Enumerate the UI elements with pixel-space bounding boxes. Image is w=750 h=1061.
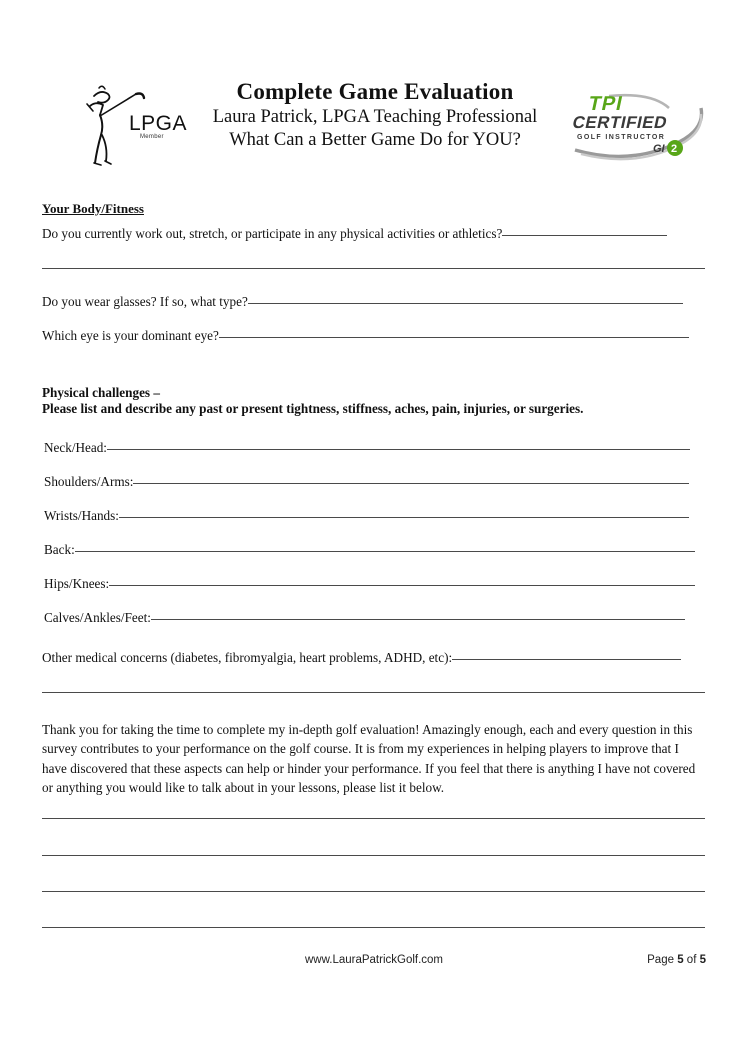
question-workout-label: Do you currently work out, stretch, or participate in any physical activities or athletics? bbox=[42, 226, 503, 241]
field-other-medical-label: Other medical concerns (diabetes, fibromyalgia, heart problems, ADHD, etc): bbox=[42, 650, 453, 665]
body-fitness-heading: Your Body/Fitness bbox=[42, 201, 144, 216]
field-calves-ankles-feet bbox=[44, 610, 708, 626]
closing-blank-line-1[interactable] bbox=[42, 818, 706, 819]
field-shoulders-arms-label: Shoulders/Arms: bbox=[44, 474, 134, 489]
footer-page-total: 5 bbox=[699, 954, 706, 966]
svg-text:TPI: TPI bbox=[586, 93, 626, 115]
closing-blank-line-4[interactable] bbox=[42, 927, 706, 928]
subtitle-author: Laura Patrick, LPGA Teaching Professional bbox=[212, 107, 538, 127]
field-wrists-hands bbox=[44, 508, 708, 524]
question-glasses-label: Do you wear glasses? If so, what type? bbox=[42, 294, 248, 309]
field-neck-head-input[interactable] bbox=[107, 440, 690, 450]
footer-website[interactable]: www.LauraPatrickGolf.com bbox=[304, 954, 444, 966]
svg-text:GOLF INSTRUCTOR: GOLF INSTRUCTOR bbox=[577, 134, 666, 141]
svg-text:GI: GI bbox=[653, 143, 665, 155]
tpi-certified-logo bbox=[565, 84, 705, 162]
title-block bbox=[175, 78, 575, 152]
field-back bbox=[44, 542, 708, 558]
page-title: Complete Game Evaluation bbox=[236, 79, 514, 104]
field-hips-knees-label: Hips/Knees: bbox=[44, 576, 110, 591]
field-other-medical-continuation-rule[interactable] bbox=[42, 692, 706, 693]
closing-paragraph: Thank you for taking the time to complete my in-depth golf evaluation! Amazingly enough, each and every question in this survey contributes to your performance on the golf course. It is from my experiences in helping players to improve that I have discovered that these aspects can help or hinder your performance. If you feel that there is anything I have not covered or anything you would like to talk about in your lessons, please list it below. bbox=[42, 722, 696, 796]
footer-page-number bbox=[647, 954, 706, 966]
field-neck-head bbox=[44, 440, 708, 456]
lpga-wordmark: LPGA bbox=[129, 112, 188, 135]
footer-page-prefix: Page bbox=[647, 954, 678, 966]
field-wrists-hands-input[interactable] bbox=[119, 508, 689, 518]
field-other-medical-input[interactable] bbox=[452, 650, 681, 660]
question-dominant-eye bbox=[42, 328, 706, 344]
question-dominant-eye-label: Which eye is your dominant eye? bbox=[42, 328, 219, 343]
document-header bbox=[0, 78, 750, 178]
svg-text:CERTIFIED: CERTIFIED bbox=[570, 112, 670, 132]
question-dominant-eye-input[interactable] bbox=[219, 328, 689, 338]
field-hips-knees-input[interactable] bbox=[109, 576, 695, 586]
closing-blank-line-2[interactable] bbox=[42, 855, 706, 856]
field-wrists-hands-label: Wrists/Hands: bbox=[44, 508, 119, 523]
footer-page-current: 5 bbox=[677, 954, 684, 966]
question-workout bbox=[42, 226, 706, 242]
field-back-input[interactable] bbox=[75, 542, 695, 552]
field-shoulders-arms-input[interactable] bbox=[133, 474, 689, 484]
physical-challenges-title: Physical challenges – bbox=[42, 385, 160, 400]
document-footer bbox=[42, 954, 706, 974]
field-calves-ankles-feet-input[interactable] bbox=[151, 610, 685, 620]
question-workout-input[interactable] bbox=[502, 226, 667, 236]
question-workout-continuation-rule[interactable] bbox=[42, 268, 706, 269]
tpi-logo-graphic bbox=[565, 84, 705, 162]
closing-blank-line-3[interactable] bbox=[42, 891, 706, 892]
svg-text:2: 2 bbox=[671, 143, 678, 155]
lpga-member-label: Member bbox=[140, 134, 164, 140]
physical-challenges-heading bbox=[42, 385, 706, 417]
question-glasses bbox=[42, 294, 706, 310]
field-other-medical bbox=[42, 650, 706, 666]
closing-paragraph-block bbox=[42, 720, 706, 798]
physical-challenges-instruction: Please list and describe any past or present tightness, stiffness, aches, pain, injuries, or surgeries. bbox=[42, 401, 584, 416]
subtitle-tagline: What Can a Better Game Do for YOU? bbox=[229, 130, 521, 150]
section-body-fitness-heading bbox=[42, 200, 706, 218]
field-shoulders-arms bbox=[44, 474, 708, 490]
field-hips-knees bbox=[44, 576, 708, 592]
field-neck-head-label: Neck/Head: bbox=[44, 440, 107, 455]
question-glasses-input[interactable] bbox=[248, 294, 683, 304]
field-back-label: Back: bbox=[44, 542, 75, 557]
footer-page-middle: of bbox=[683, 954, 700, 966]
field-calves-ankles-feet-label: Calves/Ankles/Feet: bbox=[44, 610, 151, 625]
